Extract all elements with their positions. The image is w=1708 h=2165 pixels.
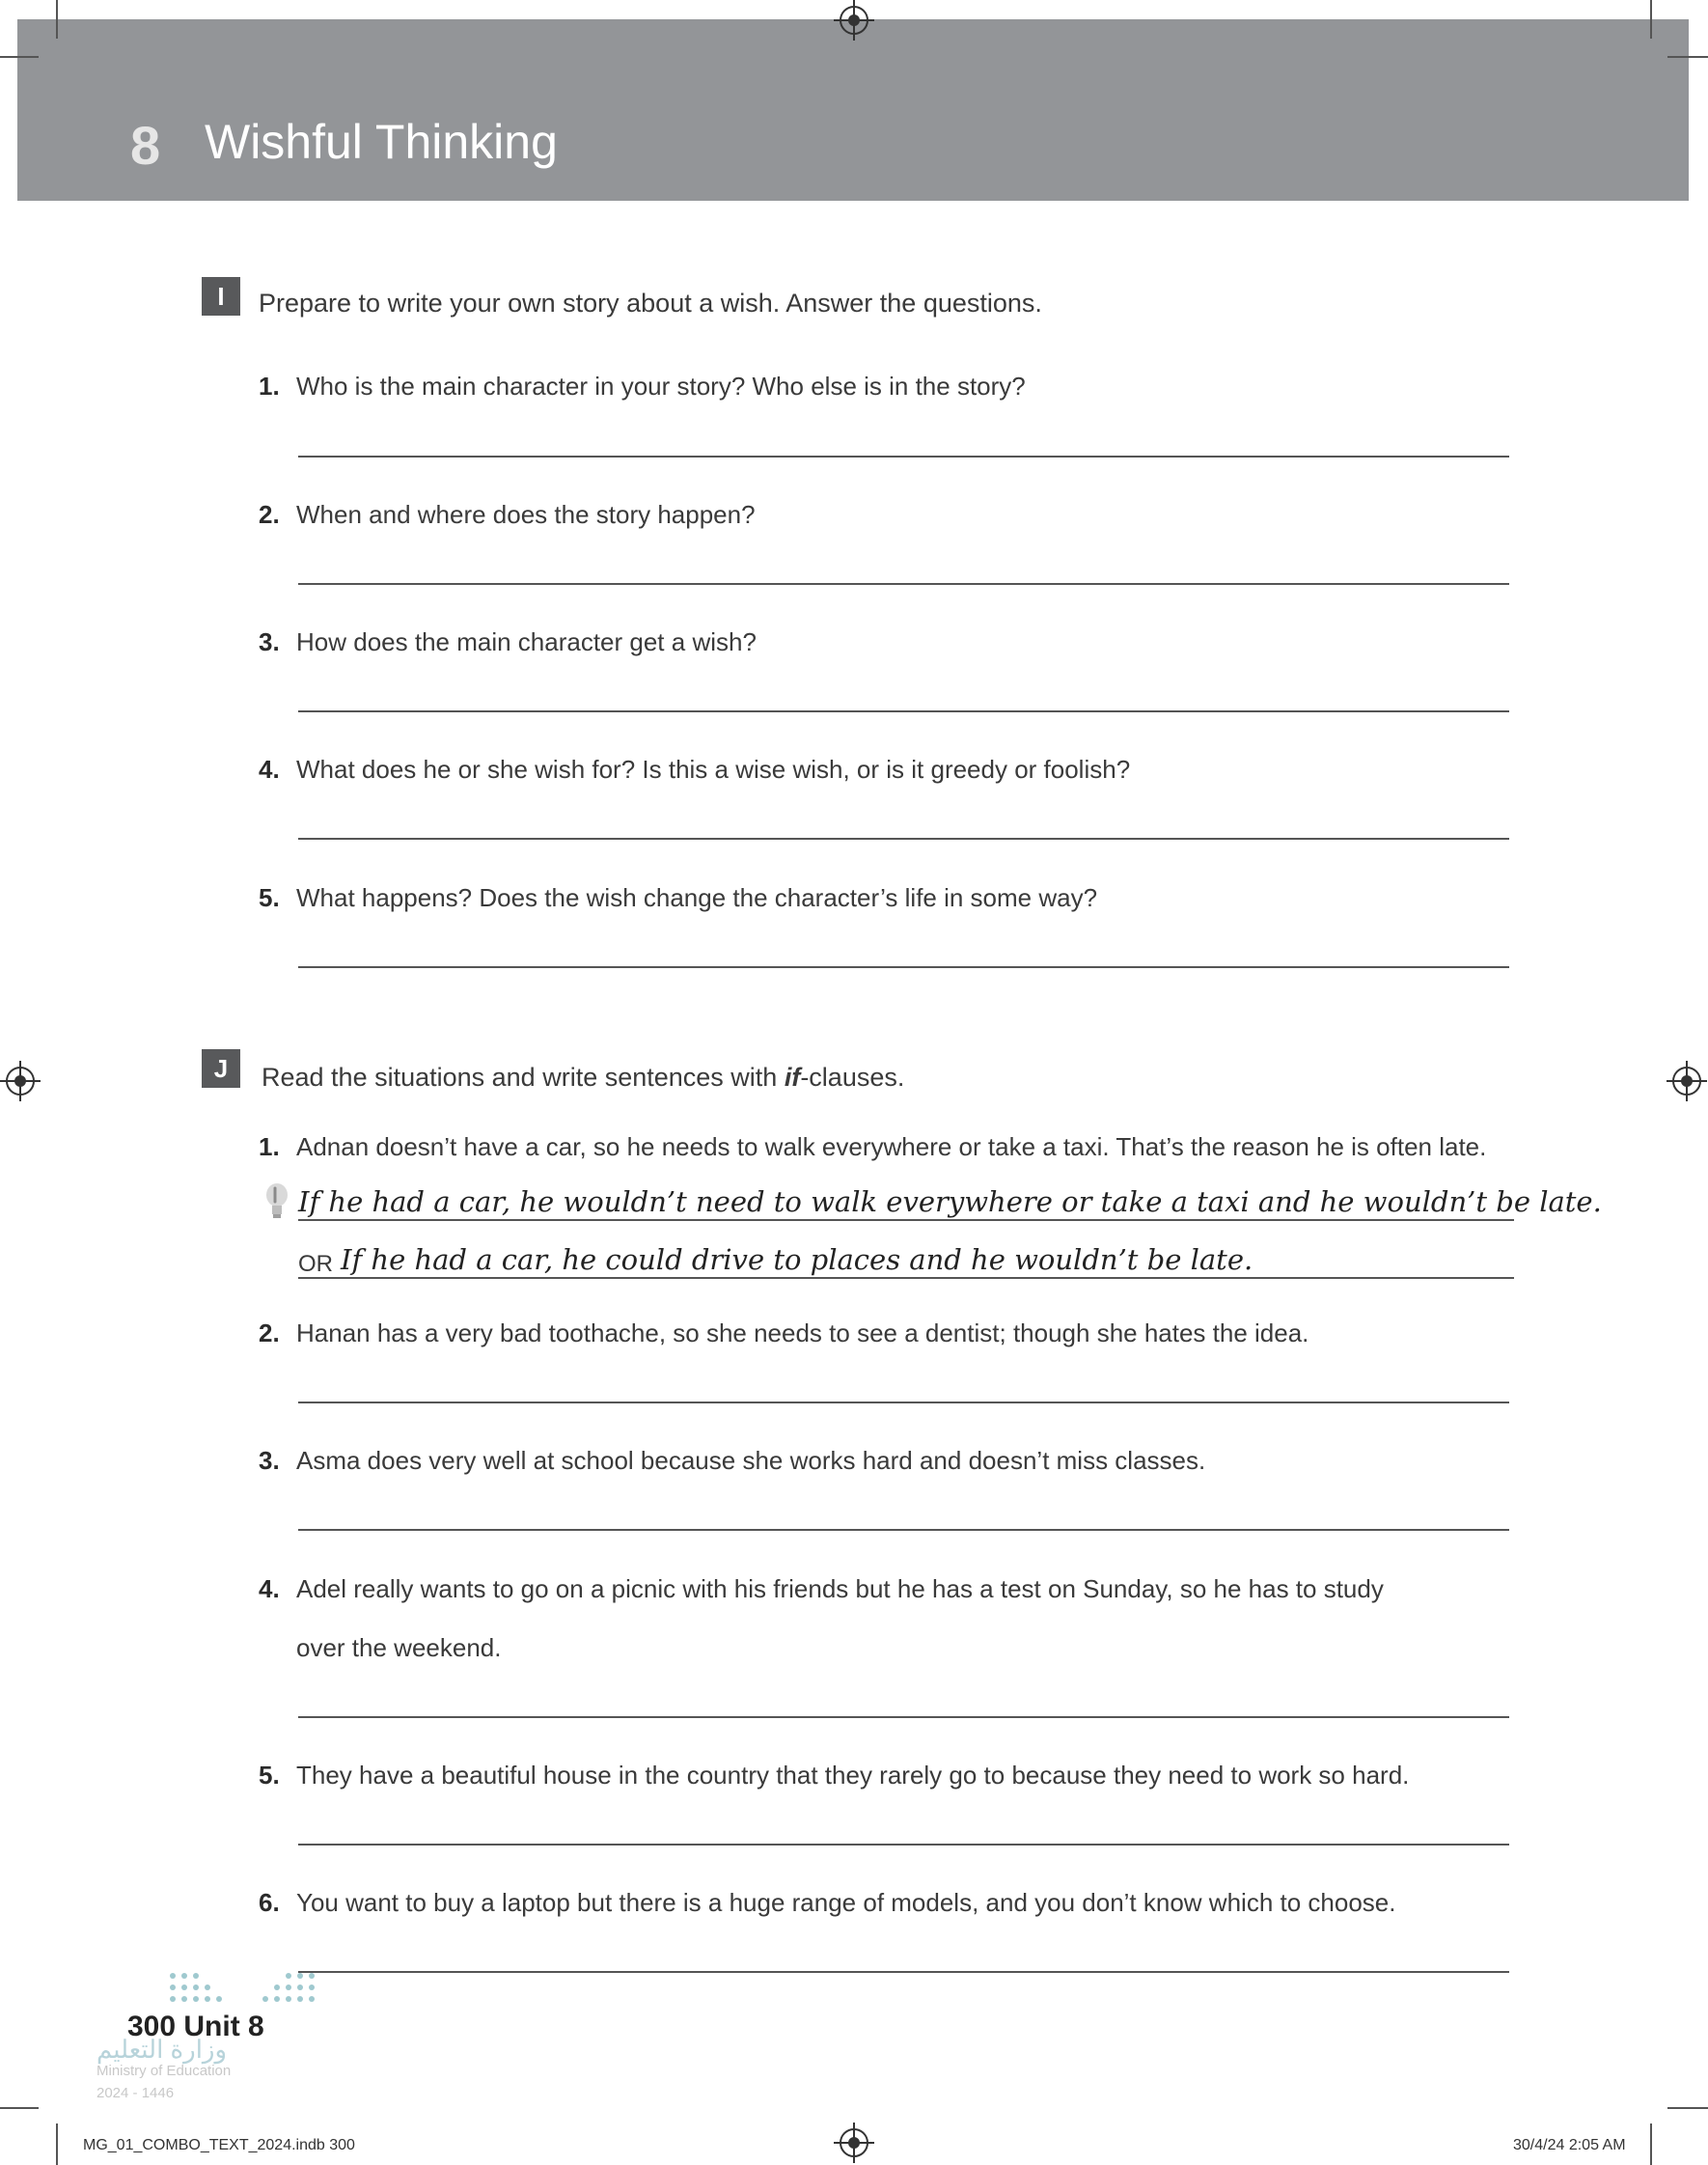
section-i-instruction: Prepare to write your own story about a wish. Answer the questions. (259, 289, 1042, 318)
question-text: They have a beautiful house in the country that they rarely go to because they need to work so hard. (296, 1761, 1410, 1790)
registration-mark-icon (1672, 1067, 1701, 1096)
section-badge-j: J (202, 1049, 240, 1088)
question-number: 1. (259, 1132, 280, 1161)
page-number-label: 300 Unit 8 (127, 2011, 264, 2042)
crop-mark (56, 0, 58, 39)
question-text: What does he or she wish for? Is this a wise wish, or is it greedy or foolish? (296, 755, 1131, 784)
question-text: Adnan doesn’t have a car, so he needs to walk everywhere or take a taxi. That’s the reason he is often late. (296, 1132, 1487, 1161)
answer-line[interactable] (298, 1529, 1509, 1531)
answer-line[interactable] (298, 1971, 1509, 1973)
question-number: 4. (259, 1574, 280, 1603)
crop-mark (1650, 2123, 1652, 2165)
crop-mark (1667, 56, 1708, 58)
question-number: 2. (259, 500, 280, 529)
unit-title: Wishful Thinking (205, 115, 558, 169)
question-text: Who is the main character in your story? Who else is in the story? (296, 372, 1026, 401)
question-text: How does the main character get a wish? (296, 627, 757, 656)
question-text: When and where does the story happen? (296, 500, 756, 529)
answer-line[interactable] (298, 710, 1509, 712)
question-text: What happens? Does the wish change the character’s life in some way? (296, 883, 1098, 912)
ministry-logo-dots (166, 1969, 320, 2008)
question-text: Adel really wants to go on a picnic with his friends but he has a test on Sunday, so he has to study (296, 1574, 1384, 1603)
question-text: Hanan has a very bad toothache, so she needs to see a dentist; though she hates the idea. (296, 1318, 1309, 1347)
ministry-watermark-english: Ministry of Education (96, 2063, 232, 2079)
print-slug-date: 30/4/24 2:05 AM (1513, 2137, 1626, 2153)
question-text: You want to buy a laptop but there is a huge range of models, and you don’t know which to choose. (296, 1888, 1396, 1917)
unit-number: 8 (130, 115, 161, 176)
registration-mark-icon (840, 2128, 868, 2157)
unit-header-band (17, 19, 1689, 201)
question-text-continued: over the weekend. (296, 1633, 502, 1662)
registration-mark-icon (840, 6, 868, 35)
crop-mark (56, 2123, 58, 2165)
question-number: 5. (259, 1761, 280, 1790)
answer-line[interactable] (298, 966, 1509, 968)
lightbulb-icon (264, 1182, 289, 1221)
question-number: 1. (259, 372, 280, 401)
crop-mark (1650, 0, 1652, 39)
question-number: 3. (259, 1446, 280, 1475)
or-label: OR (298, 1251, 333, 1277)
section-j-instruction: Read the situations and write sentences with if-clauses. (262, 1063, 905, 1092)
ministry-watermark-arabic: وزارة التعليم (96, 2035, 228, 2064)
question-text: Asma does very well at school because she works hard and doesn’t miss classes. (296, 1446, 1206, 1475)
question-number: 5. (259, 883, 280, 912)
question-number: 2. (259, 1318, 280, 1347)
crop-mark (0, 2107, 39, 2109)
question-number: 6. (259, 1888, 280, 1917)
answer-line[interactable] (298, 1844, 1509, 1846)
example-answer: If he had a car, he wouldn’t need to walk everywhere or take a taxi and he wouldn’t be late. (298, 1185, 1602, 1218)
section-badge-i: I (202, 277, 240, 316)
registration-mark-icon (6, 1067, 35, 1096)
crop-mark (0, 56, 39, 58)
print-slug-file: MG_01_COMBO_TEXT_2024.indb 300 (83, 2137, 355, 2153)
answer-line[interactable] (298, 456, 1509, 458)
answer-line (298, 1277, 1514, 1279)
answer-line[interactable] (298, 1716, 1509, 1718)
answer-line[interactable] (298, 838, 1509, 840)
example-answer: If he had a car, he could drive to places and he wouldn’t be late. (341, 1243, 1253, 1276)
question-number: 3. (259, 627, 280, 656)
answer-line[interactable] (298, 583, 1509, 585)
ministry-watermark-year: 2024 - 1446 (96, 2085, 175, 2101)
crop-mark (1667, 2107, 1708, 2109)
answer-line[interactable] (298, 1402, 1509, 1403)
question-number: 4. (259, 755, 280, 784)
answer-line (298, 1219, 1514, 1221)
